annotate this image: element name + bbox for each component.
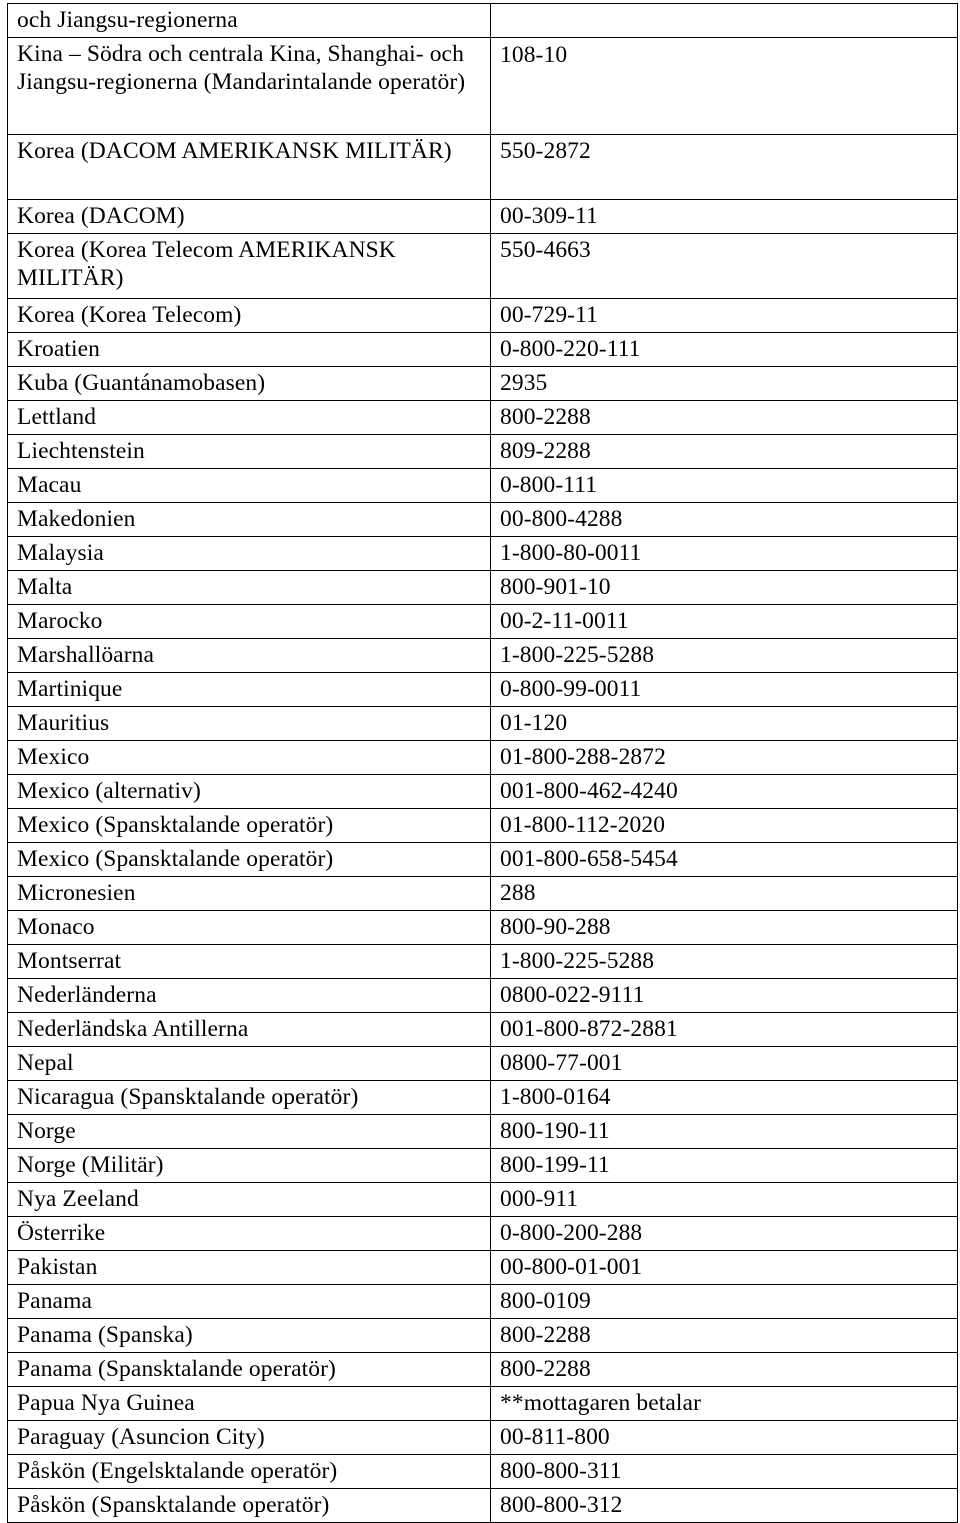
access-code-cell: 1-800-0164: [491, 1081, 958, 1115]
table-row: [8, 1081, 958, 1115]
access-number-table-body: [8, 4, 958, 1523]
table-row: [8, 1115, 958, 1149]
country-cell: Kuba (Guantánamobasen): [8, 367, 491, 401]
access-code-cell: 800-2288: [491, 1353, 958, 1387]
country-cell: Marshallöarna: [8, 639, 491, 673]
country-cell: Makedonien: [8, 503, 491, 537]
country-cell: Mexico: [8, 741, 491, 775]
country-cell: Panama (Spanska): [8, 1319, 491, 1353]
table-row: [8, 571, 958, 605]
country-cell: Mauritius: [8, 707, 491, 741]
access-code-cell: 0-800-200-288: [491, 1217, 958, 1251]
table-row: [8, 333, 958, 367]
country-cell: Paraguay (Asuncion City): [8, 1421, 491, 1455]
country-cell: Liechtenstein: [8, 435, 491, 469]
table-row: [8, 877, 958, 911]
access-code-cell: 00-811-800: [491, 1421, 958, 1455]
access-code-cell: 001-800-462-4240: [491, 775, 958, 809]
access-code-cell: 550-2872: [491, 135, 958, 200]
country-cell: Nya Zeeland: [8, 1183, 491, 1217]
access-number-table: [7, 3, 958, 1523]
country-cell: Panama (Spansktalande operatör): [8, 1353, 491, 1387]
country-cell: Påskön (Spansktalande operatör): [8, 1489, 491, 1523]
country-cell: Pakistan: [8, 1251, 491, 1285]
country-cell: Mexico (alternativ): [8, 775, 491, 809]
country-cell: Micronesien: [8, 877, 491, 911]
country-cell: Panama: [8, 1285, 491, 1319]
table-row: [8, 843, 958, 877]
table-row: [8, 1285, 958, 1319]
table-row: [8, 1217, 958, 1251]
table-row: [8, 38, 958, 135]
access-code-cell: 0-800-111: [491, 469, 958, 503]
access-code-cell: 00-309-11: [491, 200, 958, 234]
country-cell: Marocko: [8, 605, 491, 639]
access-code-cell: 550-4663: [491, 234, 958, 299]
country-cell: Mexico (Spansktalande operatör): [8, 809, 491, 843]
country-cell: Norge (Militär): [8, 1149, 491, 1183]
access-code-cell: 1-800-225-5288: [491, 945, 958, 979]
country-cell: och Jiangsu-regionerna: [8, 4, 491, 38]
access-code-cell: 0800-022-9111: [491, 979, 958, 1013]
country-cell: Korea (Korea Telecom): [8, 299, 491, 333]
table-row: [8, 673, 958, 707]
access-code-cell: 00-800-01-001: [491, 1251, 958, 1285]
access-code-cell: 0-800-220-111: [491, 333, 958, 367]
table-row: [8, 1489, 958, 1523]
table-row: [8, 639, 958, 673]
country-cell: Mexico (Spansktalande operatör): [8, 843, 491, 877]
country-cell: Norge: [8, 1115, 491, 1149]
table-row: [8, 809, 958, 843]
table-row: [8, 1047, 958, 1081]
country-cell: Kroatien: [8, 333, 491, 367]
access-code-cell: 01-800-288-2872: [491, 741, 958, 775]
table-row: [8, 401, 958, 435]
access-code-cell: 108-10: [491, 38, 958, 135]
country-cell: Österrike: [8, 1217, 491, 1251]
country-cell: Lettland: [8, 401, 491, 435]
access-code-cell: 800-800-311: [491, 1455, 958, 1489]
table-row: [8, 503, 958, 537]
table-row: [8, 135, 958, 200]
access-code-cell: 001-800-872-2881: [491, 1013, 958, 1047]
country-cell: Macau: [8, 469, 491, 503]
access-code-cell: 800-199-11: [491, 1149, 958, 1183]
table-row: [8, 537, 958, 571]
table-row: [8, 707, 958, 741]
country-cell: Nederländerna: [8, 979, 491, 1013]
table-row: [8, 1149, 958, 1183]
access-code-cell: 01-120: [491, 707, 958, 741]
access-code-cell: 800-90-288: [491, 911, 958, 945]
access-code-cell: 800-0109: [491, 1285, 958, 1319]
access-code-cell: 0-800-99-0011: [491, 673, 958, 707]
table-row: [8, 1455, 958, 1489]
table-row: [8, 200, 958, 234]
access-code-cell: 800-901-10: [491, 571, 958, 605]
access-code-cell: 0800-77-001: [491, 1047, 958, 1081]
country-cell: Korea (DACOM AMERIKANSK MILITÄR): [8, 135, 491, 200]
access-code-cell: 00-800-4288: [491, 503, 958, 537]
table-row: [8, 605, 958, 639]
access-code-cell: **mottagaren betalar: [491, 1387, 958, 1421]
table-row: [8, 1387, 958, 1421]
table-row: [8, 1183, 958, 1217]
table-row: [8, 4, 958, 38]
access-code-cell: 001-800-658-5454: [491, 843, 958, 877]
access-code-cell: 800-190-11: [491, 1115, 958, 1149]
table-row: [8, 775, 958, 809]
country-cell: Malta: [8, 571, 491, 605]
country-cell: Monaco: [8, 911, 491, 945]
country-cell: Korea (DACOM): [8, 200, 491, 234]
country-cell: Malaysia: [8, 537, 491, 571]
table-row: [8, 1319, 958, 1353]
country-cell: Montserrat: [8, 945, 491, 979]
access-code-cell: 809-2288: [491, 435, 958, 469]
access-code-cell: 800-800-312: [491, 1489, 958, 1523]
country-cell: Korea (Korea Telecom AMERIKANSK MILITÄR): [8, 234, 491, 299]
table-row: [8, 1421, 958, 1455]
access-code-cell: 01-800-112-2020: [491, 809, 958, 843]
country-cell: Kina – Södra och centrala Kina, Shanghai- och Jiangsu-regionerna (Mandarintalande operatör): [8, 38, 491, 135]
country-cell: Nederländska Antillerna: [8, 1013, 491, 1047]
access-code-cell: 00-2-11-0011: [491, 605, 958, 639]
table-row: [8, 1353, 958, 1387]
access-code-cell: 2935: [491, 367, 958, 401]
country-cell: Nepal: [8, 1047, 491, 1081]
table-row: [8, 741, 958, 775]
country-cell: Nicaragua (Spansktalande operatör): [8, 1081, 491, 1115]
table-row: [8, 945, 958, 979]
access-code-cell: 000-911: [491, 1183, 958, 1217]
access-code-cell: 1-800-80-0011: [491, 537, 958, 571]
country-cell: Påskön (Engelsktalande operatör): [8, 1455, 491, 1489]
table-row: [8, 469, 958, 503]
country-cell: Papua Nya Guinea: [8, 1387, 491, 1421]
access-code-cell: 288: [491, 877, 958, 911]
table-row: [8, 911, 958, 945]
table-row: [8, 979, 958, 1013]
access-code-cell: [491, 4, 958, 38]
table-row: [8, 299, 958, 333]
country-cell: Martinique: [8, 673, 491, 707]
access-code-cell: 1-800-225-5288: [491, 639, 958, 673]
table-row: [8, 1251, 958, 1285]
access-code-cell: 00-729-11: [491, 299, 958, 333]
table-row: [8, 435, 958, 469]
table-row: [8, 367, 958, 401]
access-code-cell: 800-2288: [491, 401, 958, 435]
access-code-cell: 800-2288: [491, 1319, 958, 1353]
table-row: [8, 234, 958, 299]
table-row: [8, 1013, 958, 1047]
